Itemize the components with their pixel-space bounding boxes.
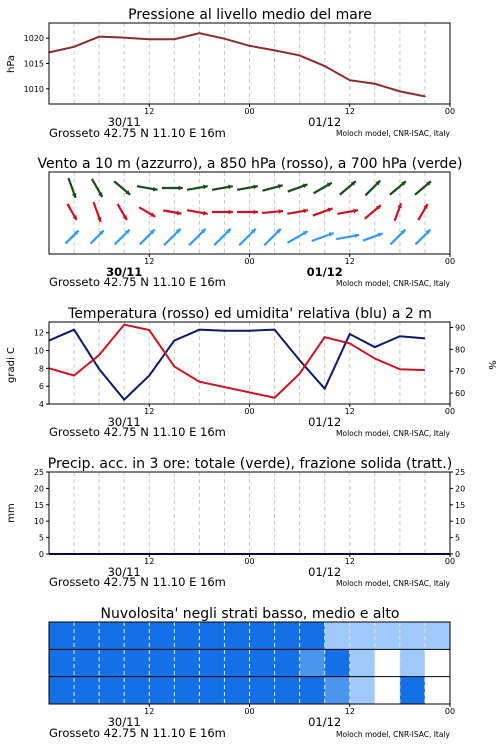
cloud-cell-medio [400, 649, 426, 676]
pressure-point [274, 50, 276, 52]
humidity-ytick-label: 60 [455, 389, 466, 399]
hour-tick-label: 12 [344, 257, 355, 266]
wind-location-label: Grosseto 42.75 N 11.10 E 16m [49, 275, 226, 289]
precip-ytick-label: 5 [38, 533, 44, 543]
cloud-cell-basso [425, 677, 451, 704]
cloud-cell-basso [275, 677, 301, 704]
cloud-cell-medio [74, 649, 100, 676]
pressure-ytick-label: 1020 [23, 34, 44, 44]
precip-ytick-label-right: 0 [455, 550, 461, 559]
cloud-cell-alto [300, 622, 326, 649]
wind-arrow-10m [312, 232, 334, 241]
cloud-cell-alto [425, 622, 451, 649]
date-label: 30/11 [106, 265, 143, 279]
wind-arrow-700hpa [187, 185, 208, 190]
wind-arrow-850hpa [212, 210, 233, 215]
cloud-cell-alto [99, 622, 125, 649]
hour-tick-label: 00 [244, 257, 255, 266]
hour-tick-label: 12 [144, 707, 155, 716]
wind-arrow-850hpa [395, 203, 402, 220]
cloud-cell-medio [99, 649, 125, 676]
cloud-cell-alto [325, 622, 351, 649]
cloud-cell-basso [49, 677, 75, 704]
wind-arrow-850hpa [94, 202, 102, 222]
wind-arrow-700hpa [262, 184, 282, 191]
wind-arrow-850hpa [139, 207, 155, 216]
pressure-point [249, 45, 251, 47]
wind-arrow-850hpa [187, 210, 208, 215]
cloud-chart-title: Nuvolosita' negli strati basso, medio e alto [100, 606, 400, 622]
wind-arrow-10m [363, 233, 383, 241]
hour-tick-label: 00 [444, 707, 456, 716]
wind-arrow-850hpa [237, 210, 258, 215]
date-label: 01/12 [308, 715, 342, 729]
cloud-cell-medio [350, 649, 376, 676]
pressure-series-line [49, 33, 425, 96]
cloud-cell-basso [149, 677, 175, 704]
cloud-cell-basso [400, 677, 426, 704]
wind-arrow-700hpa [237, 185, 258, 190]
cloud-cell-basso [325, 677, 351, 704]
wind-arrow-10m [416, 230, 431, 245]
wind-arrow-head [229, 210, 233, 215]
hour-tick-label: 12 [344, 707, 355, 716]
cloud-cell-medio [49, 649, 75, 676]
precip-ytick-label-right: 20 [455, 484, 466, 494]
cloud-credit-label: Moloch model, CNR-ISAC, Italy [336, 730, 450, 739]
pressure-point [73, 46, 75, 48]
wind-arrow-850hpa [67, 204, 76, 220]
date-label: 30/11 [107, 715, 141, 729]
cloud-cell-medio [325, 649, 351, 676]
wind-arrow-850hpa [287, 209, 308, 214]
wind-arrow-850hpa [365, 205, 381, 218]
wind-arrow-700hpa [365, 181, 380, 196]
humidity-ytick-label: 70 [455, 367, 466, 377]
temperature-ylabel: gradi C [6, 347, 17, 383]
cloud-cell-medio [199, 649, 225, 676]
cloud-cell-alto [149, 622, 175, 649]
precip-ytick-label-right: 15 [455, 500, 466, 510]
pressure-point [199, 32, 201, 34]
wind-arrow-850hpa [313, 208, 333, 216]
pressure-point [324, 65, 326, 67]
precip-ytick-label: 20 [33, 484, 44, 494]
pressure-point [123, 37, 125, 39]
cloud-cell-medio [300, 649, 326, 676]
pressure-point [349, 79, 351, 81]
precip-ytick-label-right: 25 [455, 468, 466, 477]
precip-ytick-label: 15 [33, 500, 44, 510]
precip-location-label: Grosseto 42.75 N 11.10 E 16m [49, 575, 226, 589]
humidity-ytick-label: 80 [455, 345, 466, 355]
cloud-cell-alto [74, 622, 100, 649]
date-label: 01/12 [308, 415, 342, 429]
hour-tick-label: 00 [244, 407, 255, 416]
wind-arrow-10m [115, 230, 130, 245]
cloud-cell-alto [250, 622, 276, 649]
cloud-cell-alto [400, 622, 426, 649]
date-label: 01/12 [306, 265, 343, 279]
wind-arrow-700hpa [340, 181, 356, 194]
wind-arrow-head [178, 186, 182, 191]
hour-tick-label: 00 [444, 257, 456, 266]
wind-chart-title: Vento a 10 m (azzurro), a 850 hPa (rosso), a 700 hPa (verde) [37, 156, 463, 172]
wind-arrow-700hpa [212, 185, 233, 190]
cloud-cell-basso [99, 677, 125, 704]
cloud-cell-alto [350, 622, 376, 649]
precip-ytick-label: 0 [38, 550, 44, 559]
precip-ytick-label: 10 [33, 517, 44, 527]
cloud-cell-basso [250, 677, 276, 704]
date-label: 01/12 [308, 565, 342, 579]
temperature-credit-label: Moloch model, CNR-ISAC, Italy [336, 429, 450, 438]
cloud-cell-medio [375, 649, 401, 676]
cloud-cell-basso [224, 677, 250, 704]
wind-arrow-10m [336, 233, 359, 239]
hour-tick-label: 00 [444, 107, 456, 116]
pressure-chart-title: Pressione al livello medio del mare [128, 7, 372, 23]
wind-arrow-10m [91, 230, 104, 243]
cloud-cell-basso [199, 677, 225, 704]
pressure-location-label: Grosseto 42.75 N 11.10 E 16m [49, 126, 226, 140]
date-label: 30/11 [107, 565, 141, 579]
wind-arrow-850hpa [163, 210, 181, 215]
wind-arrow-850hpa [337, 209, 358, 214]
hour-tick-label: 12 [344, 407, 355, 416]
wind-arrow-10m [239, 229, 256, 246]
wind-arrow-10m [65, 230, 78, 243]
humidity-ylabel: % [486, 360, 497, 370]
wind-arrow-700hpa [314, 183, 332, 194]
pressure-ytick-label: 1015 [23, 59, 44, 69]
pressure-point [98, 36, 100, 38]
temperature-ytick-label: 10 [33, 346, 44, 356]
precip-credit-label: Moloch model, CNR-ISAC, Italy [336, 579, 450, 588]
cloud-cell-basso [74, 677, 100, 704]
wind-arrow-head [278, 209, 283, 214]
pressure-point [174, 38, 176, 40]
cloud-cell-alto [49, 622, 75, 649]
wind-arrow-850hpa [262, 209, 283, 214]
wind-credit-label: Moloch model, CNR-ISAC, Italy [336, 279, 450, 288]
cloud-cell-basso [300, 677, 326, 704]
cloud-cell-alto [199, 622, 225, 649]
wind-arrow-10m [214, 229, 231, 246]
precip-ytick-label-right: 10 [455, 517, 466, 527]
wind-arrow-700hpa [137, 186, 158, 191]
hour-tick-label: 00 [244, 557, 255, 566]
pressure-point [399, 91, 401, 93]
precip-ytick-label: 25 [33, 468, 44, 477]
wind-arrow-10m [189, 229, 206, 246]
panel-frame-3 [49, 472, 450, 554]
precip-chart-title: Precip. acc. in 3 ore: totale (verde), frazione solida (tratt.) [47, 456, 453, 472]
hour-tick-label: 12 [344, 557, 355, 566]
hour-tick-label: 12 [144, 257, 155, 266]
temperature-location-label: Grosseto 42.75 N 11.10 E 16m [49, 425, 226, 439]
cloud-cell-basso [174, 677, 200, 704]
hour-tick-label: 00 [444, 407, 456, 416]
date-label: 01/12 [308, 115, 342, 129]
cloud-cell-medio [250, 649, 276, 676]
pressure-ylabel: hPa [6, 54, 17, 74]
cloud-cell-medio [174, 649, 200, 676]
hour-tick-label: 00 [444, 557, 456, 566]
humidity-ytick-label: 90 [455, 323, 466, 333]
wind-arrow-10m [164, 229, 181, 246]
temperature-ytick-label: 8 [38, 364, 44, 374]
temperature-chart-title: Temperatura (rosso) ed umidita' relativa (blu) a 2 m [68, 306, 432, 322]
pressure-point [224, 38, 226, 40]
temperature-ytick-label: 12 [33, 328, 44, 338]
wind-arrow-head [254, 210, 258, 215]
wind-arrow-700hpa [162, 186, 183, 191]
cloud-cell-alto [275, 622, 301, 649]
cloud-cell-medio [124, 649, 150, 676]
cloud-cell-basso [124, 677, 150, 704]
wind-arrow-850hpa [418, 204, 427, 220]
pressure-point [424, 96, 426, 98]
hour-tick-label: 00 [244, 707, 255, 716]
cloud-location-label: Grosseto 42.75 N 11.10 E 16m [49, 726, 226, 740]
wind-arrow-10m [264, 229, 281, 246]
pressure-point [299, 55, 301, 57]
cloud-cell-basso [350, 677, 376, 704]
precip-ylabel: mm [6, 503, 17, 523]
pressure-point [148, 38, 150, 40]
wind-arrow-700hpa [390, 181, 406, 194]
hour-tick-label: 12 [144, 407, 155, 416]
wind-arrow-700hpa [415, 181, 431, 194]
wind-arrow-700hpa [114, 181, 130, 194]
hour-tick-label: 12 [144, 107, 155, 116]
temperature-ytick-label: 6 [38, 382, 44, 392]
cloud-cell-medio [275, 649, 301, 676]
panel-frame-0 [49, 23, 450, 104]
cloud-cell-alto [174, 622, 200, 649]
cloud-cell-medio [224, 649, 250, 676]
pressure-ytick-label: 1010 [23, 84, 44, 94]
wind-arrow-700hpa [68, 178, 76, 198]
wind-arrow-850hpa [118, 204, 127, 220]
date-label: 30/11 [107, 415, 141, 429]
date-label: 30/11 [107, 115, 141, 129]
wind-arrow-10m [390, 230, 405, 245]
cloud-cell-alto [224, 622, 250, 649]
hour-tick-label: 12 [144, 557, 155, 566]
wind-arrow-10m [140, 230, 155, 245]
wind-arrow-700hpa [288, 184, 308, 192]
hour-tick-label: 00 [244, 107, 255, 116]
temperature-series-line [49, 325, 425, 398]
cloud-cell-basso [375, 677, 401, 704]
wind-arrow-700hpa [92, 179, 103, 197]
cloud-cell-medio [425, 649, 451, 676]
pressure-point [374, 83, 376, 85]
cloud-cell-alto [375, 622, 401, 649]
hour-tick-label: 12 [344, 107, 355, 116]
wind-arrow-10m [287, 231, 307, 243]
precip-ytick-label-right: 5 [455, 533, 461, 543]
pressure-credit-label: Moloch model, CNR-ISAC, Italy [336, 129, 450, 138]
cloud-cell-medio [149, 649, 175, 676]
temperature-ytick-label: 4 [38, 400, 44, 409]
cloud-cell-alto [124, 622, 150, 649]
